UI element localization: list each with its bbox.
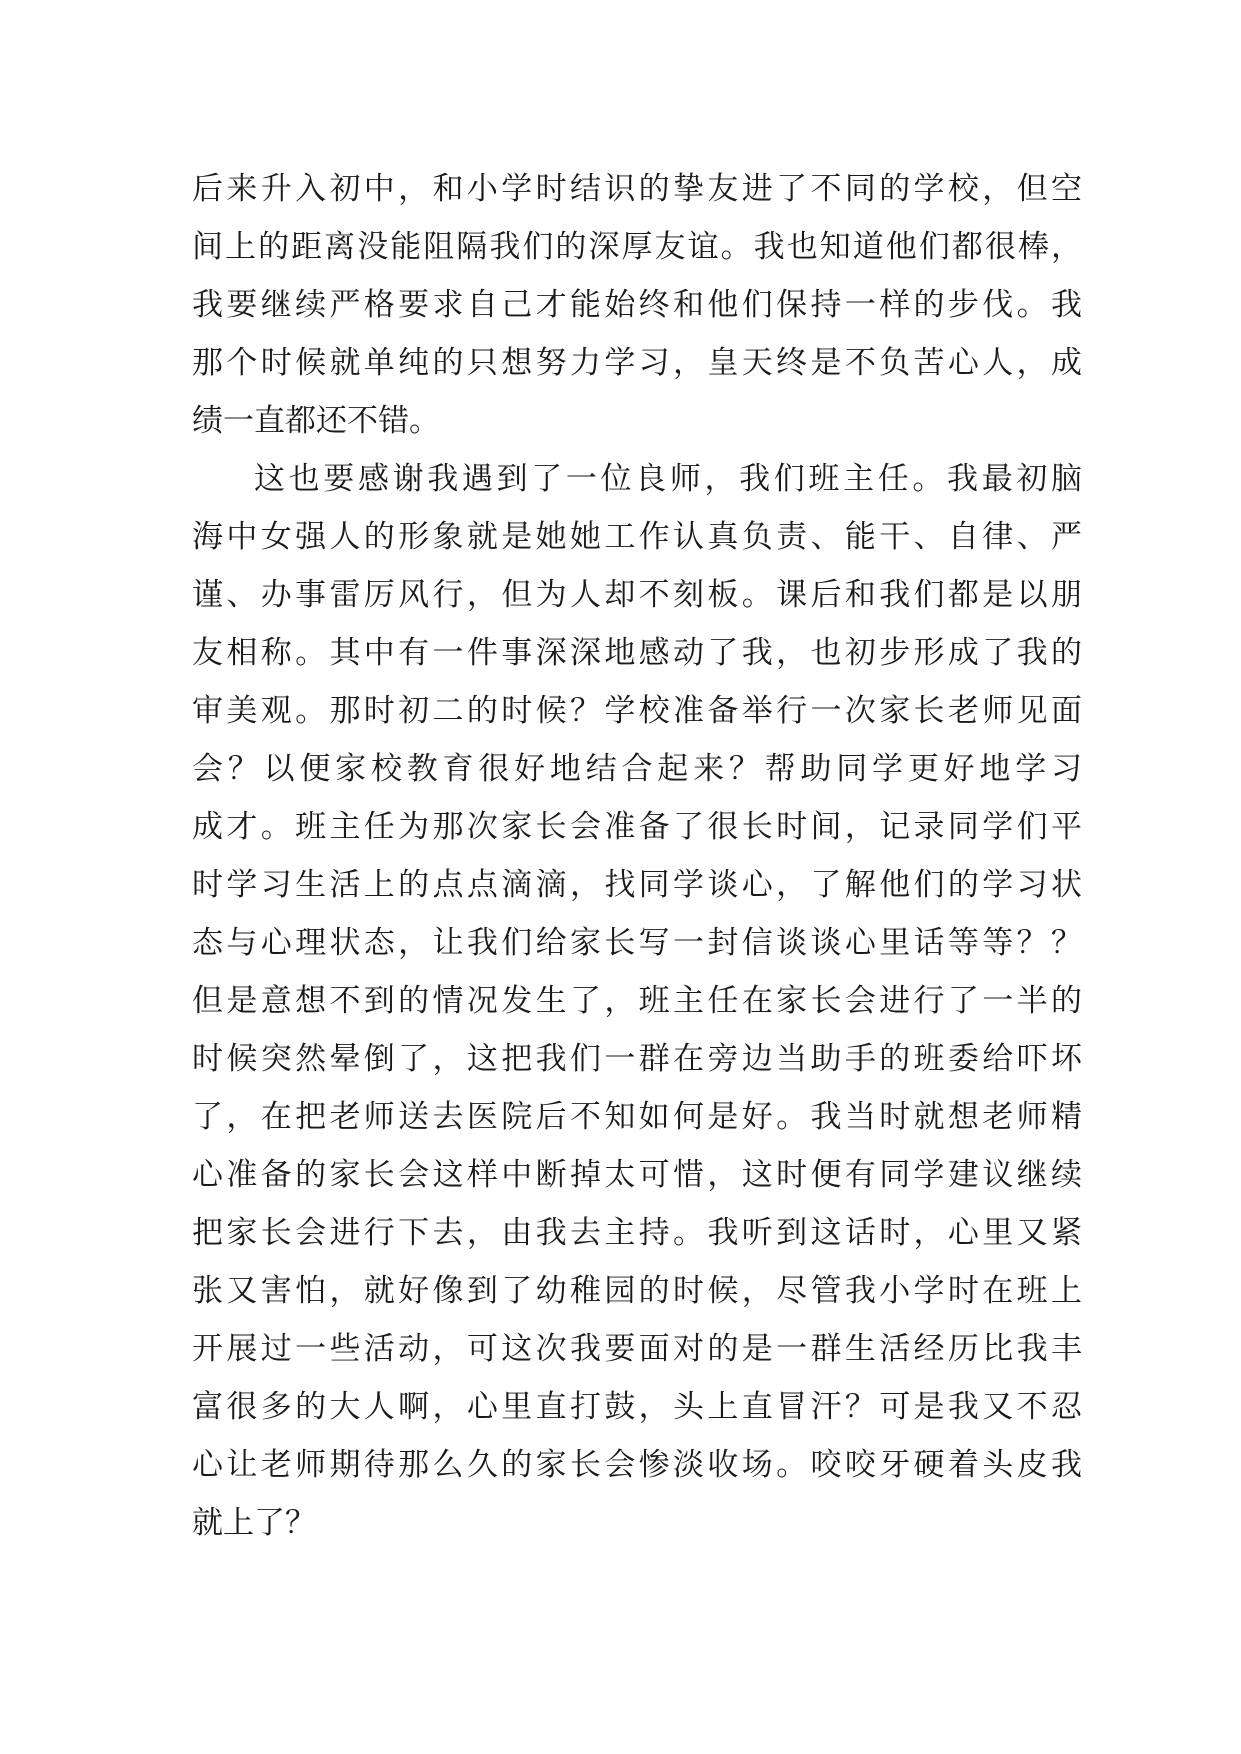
paragraph-2-line-14: 把家长会进行下去，由我去主持。我听到这话时，心里又紧 (192, 1215, 1082, 1251)
paragraph-2-line-18: 心让老师期待那么久的家长会惨淡收场。咬咬牙硬着头皮我 (192, 1447, 1082, 1483)
paragraph-1-line-1: 后来升入初中，和小学时结识的挚友进了不同的学校，但空 (192, 171, 1082, 207)
paragraph-2-line-16: 开展过一些活动，可这次我要面对的是一群生活经历比我丰 (192, 1331, 1082, 1367)
paragraph-2-line-5: 审美观。那时初二的时候？学校准备举行一次家长老师见面 (192, 693, 1082, 729)
paragraph-2-line-9: 态与心理状态，让我们给家长写一封信谈谈心里话等等？？ (192, 925, 1082, 961)
paragraph-2-line-19: 就上了？ (192, 1505, 316, 1541)
paragraph-2-line-13: 心准备的家长会这样中断掉太可惜，这时便有同学建议继续 (192, 1157, 1082, 1193)
paragraph-2-line-17: 富很多的大人啊，心里直打鼓，头上直冒汗？可是我又不忍 (192, 1389, 1082, 1425)
paragraph-2-line-1: 这也要感谢我遇到了一位良师，我们班主任。我最初脑 (254, 461, 1082, 497)
paragraph-1-line-3: 我要继续严格要求自己才能始终和他们保持一样的步伐。我 (192, 287, 1082, 323)
paragraph-2-line-7: 成才。班主任为那次家长会准备了很长时间，记录同学们平 (192, 809, 1082, 845)
paragraph-1-line-4: 那个时候就单纯的只想努力学习，皇天终是不负苦心人，成 (192, 345, 1082, 381)
paragraph-2-line-6: 会？以便家校教育很好地结合起来？帮助同学更好地学习 (192, 751, 1082, 787)
paragraph-2-line-4: 友相称。其中有一件事深深地感动了我，也初步形成了我的 (192, 635, 1082, 671)
paragraph-2-line-12: 了，在把老师送去医院后不知如何是好。我当时就想老师精 (192, 1099, 1082, 1135)
paragraph-1-line-2: 间上的距离没能阻隔我们的深厚友谊。我也知道他们都很棒， (192, 229, 1082, 265)
paragraph-2-line-15: 张又害怕，就好像到了幼稚园的时候，尽管我小学时在班上 (192, 1273, 1082, 1309)
paragraph-2-line-10: 但是意想不到的情况发生了，班主任在家长会进行了一半的 (192, 983, 1082, 1019)
paragraph-2-line-11: 时候突然晕倒了，这把我们一群在旁边当助手的班委给吓坏 (192, 1041, 1082, 1077)
paragraph-1-line-5: 绩一直都还不错。 (192, 403, 440, 439)
paragraph-2-line-3: 谨、办事雷厉风行，但为人却不刻板。课后和我们都是以朋 (192, 577, 1082, 613)
paragraph-2-line-8: 时学习生活上的点点滴滴，找同学谈心，了解他们的学习状 (192, 867, 1082, 903)
body-text (192, 160, 1082, 1552)
paragraph-2-line-2: 海中女强人的形象就是她她工作认真负责、能干、自律、严 (192, 519, 1082, 555)
